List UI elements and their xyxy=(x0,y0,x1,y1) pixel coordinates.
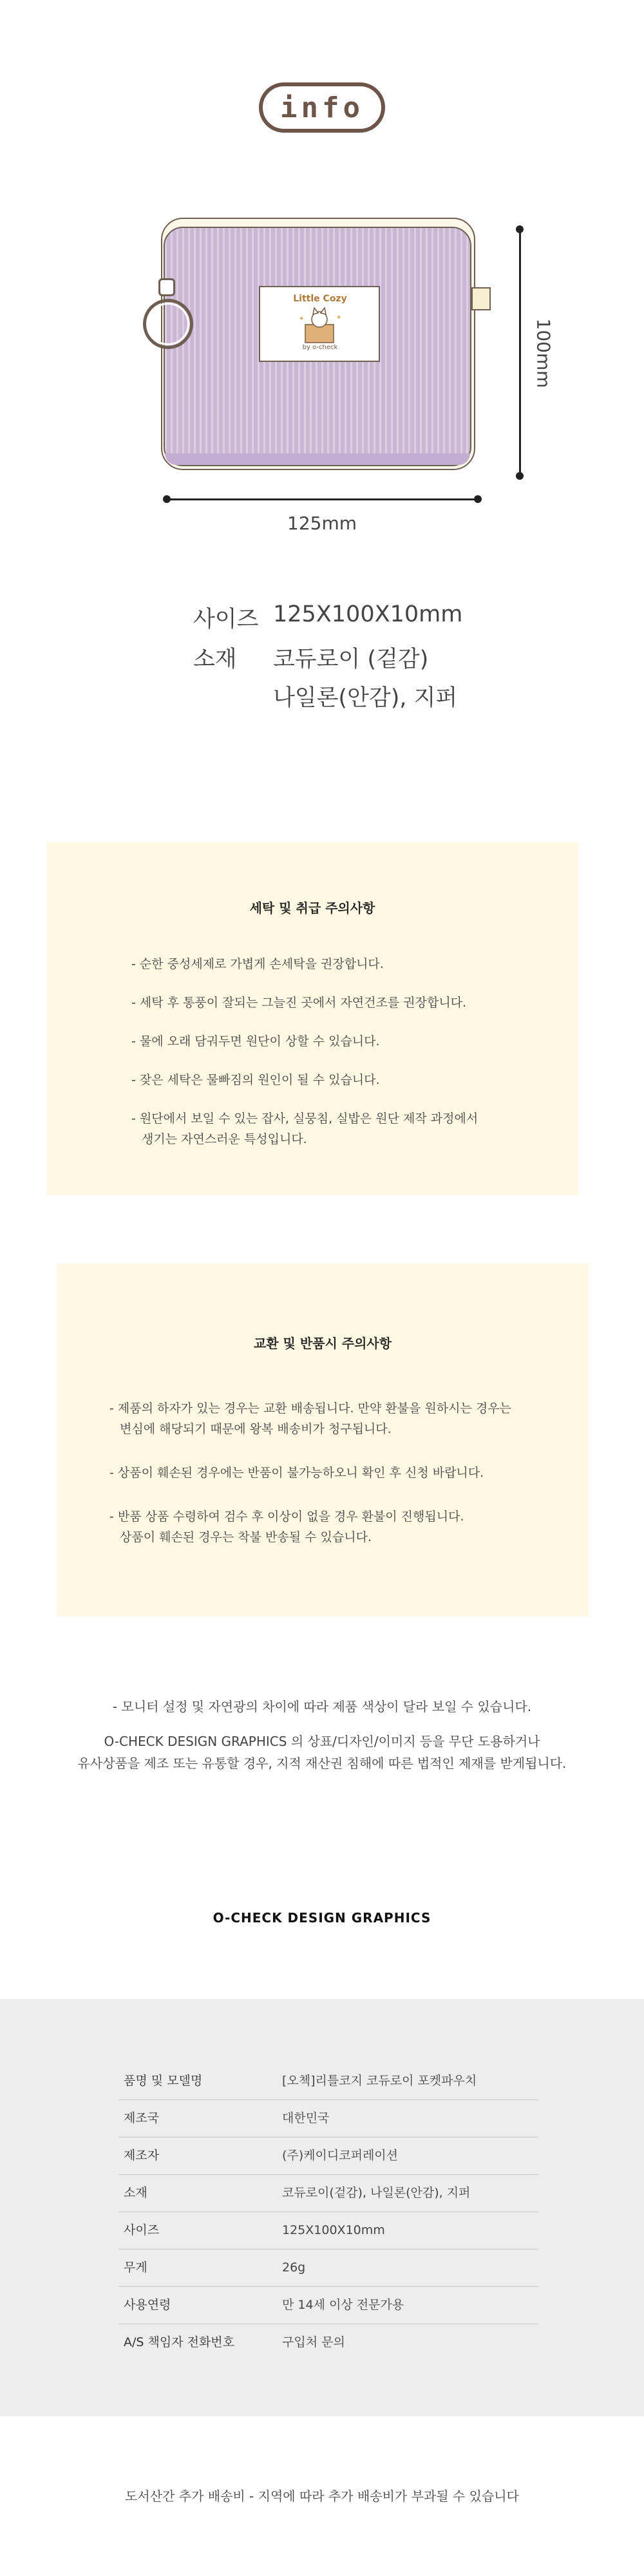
label-subtitle: by o-check xyxy=(302,344,338,351)
ring-clip xyxy=(158,278,175,296)
exchange-notice-box xyxy=(57,1264,589,1616)
zipper-tab xyxy=(471,287,491,310)
table-row xyxy=(118,2249,538,2287)
width-dimension-endpoint-right xyxy=(474,495,482,503)
notice-copyright-line-1: O-CHECK DESIGN GRAPHICS 의 상표/디자인/이미지 등을 무단 도용하거나 xyxy=(104,1734,540,1749)
wash-care-item: - 원단에서 보일 수 있는 잡사, 실뭉침, 실밥은 원단 제작 과정에서 xyxy=(131,1112,478,1126)
spec-material-value-2: 나일론(안감), 지퍼 xyxy=(273,685,458,711)
table-value: 구입처 문의 xyxy=(282,2335,345,2349)
notice-copyright-line-2: 유사상품을 제조 또는 유통할 경우, 지적 재산권 침해에 따른 법적인 제재를 받게됩니다. xyxy=(77,1756,567,1771)
table-row xyxy=(118,2137,538,2175)
svg-text:✦: ✦ xyxy=(299,316,305,323)
wash-care-item: 생기는 자연스러운 특성입니다. xyxy=(142,1132,307,1146)
height-dimension-label: 100mm xyxy=(533,318,554,388)
wash-care-item: - 잦은 세탁은 물빠짐의 원인이 될 수 있습니다. xyxy=(131,1073,380,1087)
brand-name: O-CHECK DESIGN GRAPHICS xyxy=(213,1910,431,1926)
table-value: 26g xyxy=(282,2260,306,2275)
table-row xyxy=(118,2286,538,2324)
height-dimension-line xyxy=(519,229,521,477)
pouch-bottom-shade xyxy=(165,453,470,465)
exchange-item: 변심에 해당되기 때문에 왕복 배송비가 청구됩니다. xyxy=(120,1422,392,1436)
table-key: A/S 책임자 전화번호 xyxy=(124,2335,235,2349)
table-value: 코듀로이(겉감), 나일론(안감), 지퍼 xyxy=(282,2186,471,2200)
table-key: 제조국 xyxy=(124,2111,160,2125)
table-value: [오첵]리틀코지 코듀로이 포켓파우치 xyxy=(282,2074,477,2088)
table-value: (주)케이디코퍼레이션 xyxy=(282,2148,399,2163)
table-key: 제조자 xyxy=(124,2148,160,2163)
table-value: 125X100X10mm xyxy=(282,2223,385,2237)
table-value: 대한민국 xyxy=(282,2111,330,2125)
table-row xyxy=(118,2211,538,2249)
wash-care-title: 세탁 및 취급 주의사항 xyxy=(249,900,375,916)
wash-care-item: - 물에 오래 담궈두면 원단이 상할 수 있습니다. xyxy=(131,1034,380,1048)
table-key: 무게 xyxy=(124,2260,147,2275)
svg-text:✦: ✦ xyxy=(336,314,342,321)
table-key: 품명 및 모델명 xyxy=(124,2074,203,2088)
table-row xyxy=(118,2324,538,2361)
spec-material-key: 소재 xyxy=(193,647,237,672)
exchange-item: 상품이 훼손된 경우는 착불 반송될 수 있습니다. xyxy=(120,1530,372,1544)
table-row xyxy=(118,2062,538,2100)
table-row xyxy=(118,2174,538,2212)
table-key: 소재 xyxy=(124,2186,147,2200)
table-key: 사이즈 xyxy=(124,2223,160,2237)
width-dimension-line xyxy=(166,498,478,500)
spec-size-value: 125X100X10mm xyxy=(273,601,463,627)
spec-material-value-1: 코듀로이 (겉감) xyxy=(273,647,429,672)
info-badge-text: info xyxy=(280,91,364,124)
exchange-item: - 반품 상품 수령하여 검수 후 이상이 없을 경우 환불이 진행됩니다. xyxy=(109,1510,464,1524)
wash-care-item: - 순한 중성세제로 가볍게 손세탁을 권장합니다. xyxy=(131,957,384,971)
table-row xyxy=(118,2099,538,2137)
exchange-item: - 제품의 하자가 있는 경우는 교환 배송됩니다. 만약 환불을 원하시는 경우는 xyxy=(109,1401,511,1416)
label-title: Little Cozy xyxy=(293,294,347,304)
notice-color-difference: - 모니터 설정 및 자연광의 차이에 따라 제품 색상이 달라 보일 수 있습니다. xyxy=(112,1699,532,1714)
height-dimension-endpoint-bottom xyxy=(516,472,524,480)
wash-care-item: - 세탁 후 통풍이 잘되는 그늘진 곳에서 자연건조를 권장합니다. xyxy=(131,996,467,1010)
key-ring-highlight xyxy=(147,303,189,345)
exchange-title: 교환 및 반품시 주의사항 xyxy=(253,1336,392,1351)
table-value: 만 14세 이상 전문가용 xyxy=(282,2298,404,2312)
table-key: 사용연령 xyxy=(124,2298,171,2312)
wash-care-box xyxy=(46,842,578,1195)
width-dimension-label: 125mm xyxy=(287,513,357,534)
shipping-notice: 도서산간 추가 배송비 - 지역에 따라 추가 배송비가 부과될 수 있습니다 xyxy=(125,2488,519,2504)
width-dimension-endpoint-left xyxy=(163,495,171,503)
spec-size-key: 사이즈 xyxy=(193,607,259,632)
info-badge xyxy=(259,82,385,133)
height-dimension-endpoint-top xyxy=(516,225,524,233)
exchange-item: - 상품이 훼손된 경우에는 반품이 불가능하오니 확인 후 신청 바랍니다. xyxy=(109,1466,484,1480)
